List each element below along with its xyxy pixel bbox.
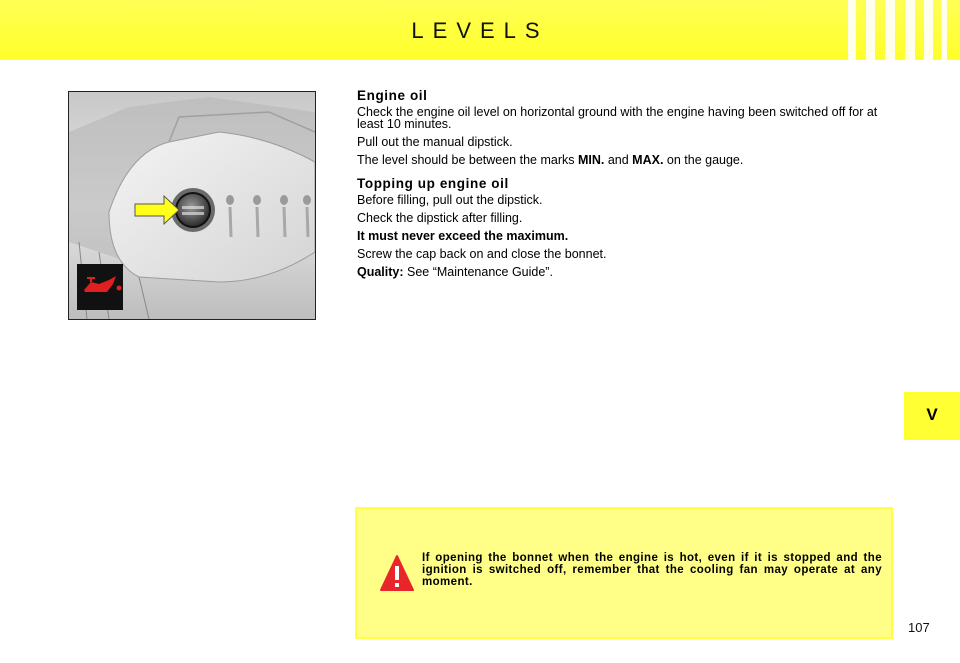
warning-triangle-icon	[379, 554, 415, 594]
section-tab-label: V	[926, 405, 938, 424]
topping-up-heading: Topping up engine oil	[357, 176, 509, 191]
engine-oil-heading: Engine oil	[357, 88, 428, 103]
warning-box	[355, 507, 893, 639]
engine-oil-level-paragraph	[357, 154, 897, 166]
min-mark: MIN.	[577, 153, 605, 167]
page-header	[0, 0, 960, 60]
page-number: 107	[908, 620, 930, 635]
quality-text: See “Maintenance Guide”.	[403, 265, 553, 279]
topping-up-paragraph: Before filling, pull out the dipstick.	[357, 193, 543, 207]
oil-pressure-warning-icon	[77, 264, 123, 310]
text-span: The level should be between the marks	[357, 153, 578, 167]
text-span: and	[604, 153, 633, 167]
topping-up-paragraph: Screw the cap back on and close the bonnet.	[357, 247, 607, 261]
engine-illustration	[69, 92, 315, 319]
max-mark: MAX.	[632, 153, 664, 167]
page-title: LEVELS	[411, 18, 549, 43]
engine-oil-paragraph: Check the engine oil level on horizontal ground with the engine having been switched off for at least 10 minutes.	[357, 105, 878, 131]
engine-oil-paragraph: Pull out the manual dipstick.	[357, 135, 513, 149]
section-tab	[904, 392, 960, 440]
topping-up-paragraph: Check the dipstick after filling.	[357, 211, 523, 225]
quality-label: Quality:	[357, 265, 404, 279]
quality-paragraph	[357, 266, 897, 278]
warning-text: If opening the bonnet when the engine is hot, even if it is stopped and the ignition is switched off, remember that the cooling fan may operate at any moment.	[422, 552, 882, 588]
topping-up-warning: It must never exceed the maximum.	[357, 229, 569, 243]
text-span: on the gauge.	[663, 153, 744, 167]
engine-photo	[68, 91, 316, 320]
content-column	[357, 88, 897, 284]
